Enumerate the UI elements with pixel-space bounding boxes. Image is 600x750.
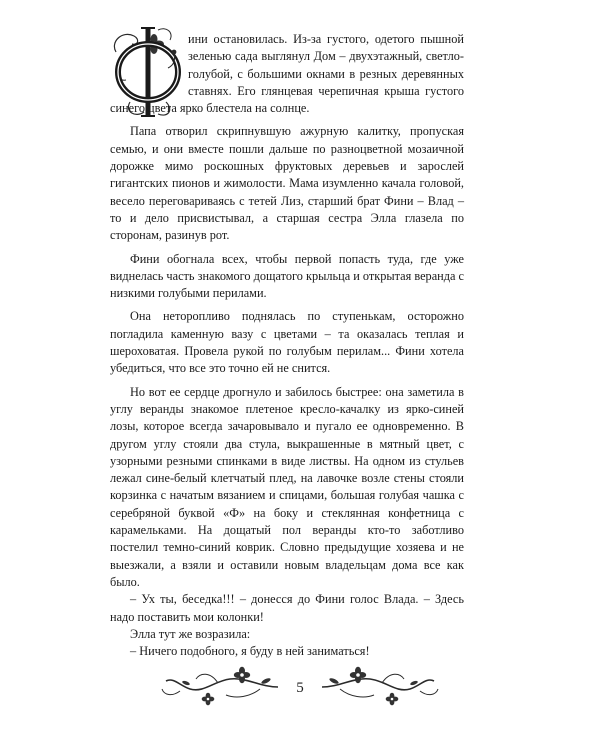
paragraph-5: Но вот ее сердце дрогнуло и забилось быстрее: она заметила в углу веранды знакомое плетеное кресло-качалку из ярко-синей лозы, которое всегда зачаровывало и пугало ее одновременно. В другом углу стояли два стула, выкрашенные в мятный цвет, с узорными резными спинками в виде листвы. На одном из стульев лежал сине-белый клетчатый плед, на лавочке возле стены стояли корзинка с начатым вязанием и спицами, большая голубая чашка с серебряной буквой «Ф» на боку и стеклянная конфетница с карамельками. На дощатый пол веранды кто-то заботливо постелил темно-синий коврик. Словно предыдущие хозяева и не выезжали, а взяли и оставили новым владельцам дома все как было. [110, 384, 464, 589]
paragraph-3: Фини обогнала всех, чтобы первой попасть туда, где уже виднелась часть знакомого дощатого крыльца и открытая веранда с низкими голубыми перилами. [110, 251, 464, 301]
paragraph-2: Папа отворил скрипнувшую ажурную калитку, пропуская семью, и они вместе пошли дальше по разноцветной мозаичной дорожке мимо роскошных фруктовых деревьев и зарослей гигантских пионов и жимолости. Мама изумленно качала головой, весело переговариваясь с тетей Лиз, старший брат Фини – Влад – то и дело присвистывал, а старшая сестра Элла глазела по сторонам, разинув рот. [110, 124, 464, 243]
paragraph-7: Элла тут же возразила: [130, 626, 251, 641]
paragraph-6: – Ух ты, беседка!!! – донесся до Фини голос Влада. – Здесь надо поставить мои колонки! [110, 592, 464, 624]
page-number: 5 [296, 680, 304, 696]
paragraph-4: Она неторопливо поднялась по ступенькам, осторожно погладила каменную вазу с цветами – та оказалась теплая и шероховатая. Провела рукой по голубым перилам... Фини хотела убедиться, что все это точно ей не снится. [110, 309, 464, 376]
paragraph-1 [110, 31, 464, 117]
drop-cap-text [108, 122, 109, 123]
paragraph-8: – Ничего подобного, я буду в ней заниматься! [130, 644, 370, 659]
body-text [110, 31, 464, 660]
paragraph-1-text: ини остановилась. Из-за густого, одетого пышной зеленью сада выглянул Дом – двухэтажный, светло-голубой, с большими окнами в резных деревянных ставнях. Его глянцевая черепичная крыша густого синего цвета ярко блестела на солнце. [110, 32, 464, 116]
